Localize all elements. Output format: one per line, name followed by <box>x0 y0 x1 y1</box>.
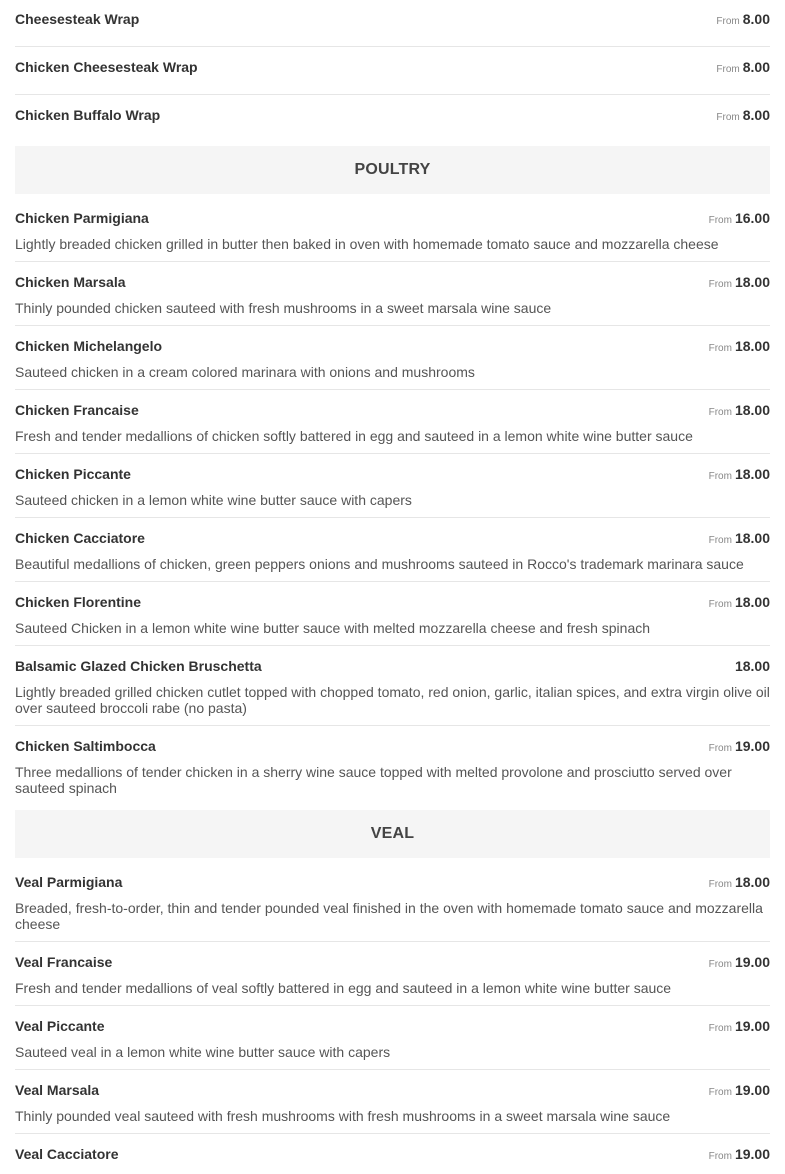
item-price: 16.00 <box>734 210 770 226</box>
item-description: Lightly breaded chicken grilled in butter then baked in oven with homemade tomato sauce and mozzarella cheese <box>15 236 719 252</box>
from-label: From <box>708 407 732 418</box>
item-description: Lightly breaded grilled chicken cutlet topped with chopped tomato, red onion, garlic, italian spices, and extra virgin olive oil over sauteed broccoli rabe (no pasta) <box>15 684 770 716</box>
item-description: Thinly pounded chicken sauteed with fresh mushrooms in a sweet marsala wine sauce <box>15 300 552 316</box>
from-label: From <box>716 112 740 123</box>
menu-item[interactable] <box>15 582 770 646</box>
item-name: Chicken Francaise <box>15 402 139 418</box>
menu-item[interactable] <box>15 194 770 262</box>
from-label: From <box>708 1087 732 1098</box>
menu-item[interactable] <box>15 858 770 942</box>
item-description: Sauteed chicken in a cream colored marinara with onions and mushrooms <box>15 364 475 380</box>
menu-item[interactable] <box>15 646 770 726</box>
from-label: From <box>708 215 732 226</box>
item-name: Balsamic Glazed Chicken Bruschetta <box>15 658 262 674</box>
item-price: 18.00 <box>734 338 770 354</box>
from-label: From <box>708 535 732 546</box>
item-price: 8.00 <box>742 11 770 27</box>
item-description: Three medallions of tender chicken in a sherry wine sauce topped with melted provolone and prosciutto served over sauteed spinach <box>15 764 732 796</box>
menu-item[interactable] <box>15 1006 770 1070</box>
item-price: 18.00 <box>734 658 770 674</box>
item-name: Chicken Florentine <box>15 594 142 610</box>
item-name: Chicken Cacciatore <box>15 530 145 546</box>
from-label: From <box>708 471 732 482</box>
item-name: Cheesesteak Wrap <box>15 11 140 27</box>
item-description: Sauteed veal in a lemon white wine butter sauce with capers <box>15 1044 391 1060</box>
item-name: Chicken Michelangelo <box>15 338 163 354</box>
item-description: Sauteed chicken in a lemon white wine butter sauce with capers <box>15 492 412 508</box>
item-name: Veal Cacciatore <box>15 1146 119 1162</box>
item-price: 19.00 <box>734 1082 770 1098</box>
item-price: 18.00 <box>734 594 770 610</box>
item-description: Thinly pounded veal sauteed with fresh mushrooms with fresh mushrooms in a sweet marsala wine sauce <box>15 1108 671 1124</box>
item-price: 19.00 <box>734 1146 770 1162</box>
item-price: 18.00 <box>734 530 770 546</box>
from-label: From <box>708 1151 732 1162</box>
section-header-poultry: POULTRY <box>15 146 770 194</box>
item-price: 19.00 <box>734 954 770 970</box>
item-price: 18.00 <box>734 466 770 482</box>
item-description: Beautiful medallions of chicken, green peppers onions and mushrooms sauteed in Rocco's trademark marinara sauce <box>15 556 744 572</box>
item-name: Chicken Parmigiana <box>15 210 149 226</box>
item-price: 18.00 <box>734 874 770 890</box>
menu-item[interactable] <box>15 47 770 95</box>
from-label: From <box>708 1023 732 1034</box>
item-price: 8.00 <box>742 107 770 123</box>
item-price: 19.00 <box>734 1018 770 1034</box>
menu-item[interactable] <box>15 390 770 454</box>
section-header-veal: VEAL <box>15 810 770 858</box>
item-name: Veal Parmigiana <box>15 874 123 890</box>
menu-item[interactable] <box>15 1134 770 1174</box>
item-name: Veal Francaise <box>15 954 113 970</box>
menu-item[interactable] <box>15 0 770 47</box>
item-name: Chicken Buffalo Wrap <box>15 107 161 123</box>
from-label: From <box>708 879 732 890</box>
item-price: 19.00 <box>734 738 770 754</box>
from-label: From <box>708 599 732 610</box>
menu-item[interactable] <box>15 726 770 810</box>
from-label: From <box>708 743 732 754</box>
from-label: From <box>708 343 732 354</box>
menu-item[interactable] <box>15 95 770 146</box>
menu-item[interactable] <box>15 942 770 1006</box>
from-label: From <box>708 959 732 970</box>
menu-item[interactable] <box>15 326 770 390</box>
from-label: From <box>708 279 732 290</box>
item-name: Chicken Marsala <box>15 274 126 290</box>
item-name: Chicken Cheesesteak Wrap <box>15 59 198 75</box>
item-name: Chicken Piccante <box>15 466 131 482</box>
item-description: Breaded, fresh-to-order, thin and tender pounded veal finished in the oven with homemade tomato sauce and mozzarella cheese <box>15 900 763 932</box>
item-name: Veal Marsala <box>15 1082 100 1098</box>
menu-item[interactable] <box>15 1070 770 1134</box>
item-description: Fresh and tender medallions of chicken softly battered in egg and sauteed in a lemon white wine butter sauce <box>15 428 693 444</box>
from-label: From <box>716 64 740 75</box>
item-price: 8.00 <box>742 59 770 75</box>
from-label: From <box>716 16 740 27</box>
item-name: Chicken Saltimbocca <box>15 738 156 754</box>
menu-item[interactable] <box>15 454 770 518</box>
item-description: Sauteed Chicken in a lemon white wine butter sauce with melted mozzarella cheese and fresh spinach <box>15 620 651 636</box>
menu-item[interactable] <box>15 518 770 582</box>
item-price: 18.00 <box>734 274 770 290</box>
item-description: Fresh and tender medallions of veal softly battered in egg and sauteed in a lemon white wine butter sauce <box>15 980 672 996</box>
item-name: Veal Piccante <box>15 1018 105 1034</box>
item-price: 18.00 <box>734 402 770 418</box>
menu-item[interactable] <box>15 262 770 326</box>
